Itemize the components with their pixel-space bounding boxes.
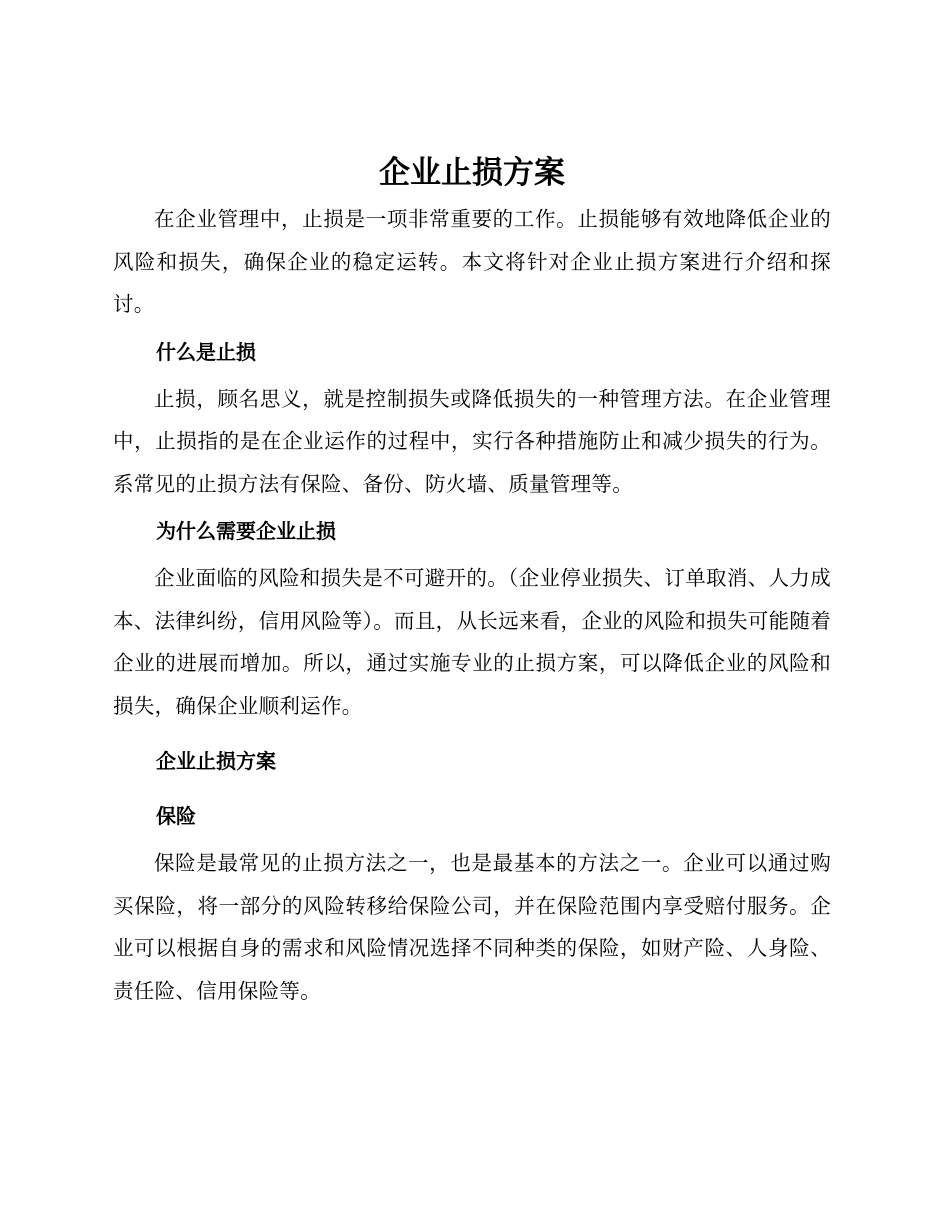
intro-paragraph: 在企业管理中，止损是一项非常重要的工作。止损能够有效地降低企业的风险和损失，确保企业的稳定运转。本文将针对企业止损方案进行介绍和探讨。 — [113, 207, 831, 316]
section-heading-why-stop-loss: 为什么需要企业止损 — [156, 519, 336, 543]
section-body-what-is-stop-loss: 止损，顾名思义，就是控制损失或降低损失的一种管理方法。在企业管理中，止损指的是在企业运作的过程中，实行各种措施防止和减少损失的行为。系常见的止损方法有保险、备份、防火墙、质量管理等。 — [113, 386, 831, 496]
section-heading-insurance: 保险 — [156, 804, 196, 828]
spacer — [113, 782, 831, 795]
document-title: 企业止损方案 — [379, 155, 565, 191]
section-body-insurance: 保险是最常见的止损方法之一，也是最基本的方法之一。企业可以通过购买保险，将一部分的风险转移给保险公司，并在保险范围内享受赔付服务。企业可以根据自身的需求和风险情况选择不同种类的保险，如财产险、人身险、责任险、信用保险等。 — [113, 851, 831, 1003]
document-page — [113, 148, 831, 1012]
section-heading-what-is-stop-loss: 什么是止损 — [156, 339, 256, 364]
section-body-why-stop-loss: 企业面临的风险和损失是不可避开的。（企业停业损失、订单取消、人力成本、法律纠纷，信用风险等）。而且，从长远来看，企业的风险和损失可能随着企业的进展而增加。所以，通过实施专业的止损方案，可以降低企业的风险和损失，确保企业顺利运作。 — [113, 566, 831, 718]
section-heading-stop-loss-plan: 企业止损方案 — [156, 749, 276, 773]
spacer — [113, 727, 831, 740]
